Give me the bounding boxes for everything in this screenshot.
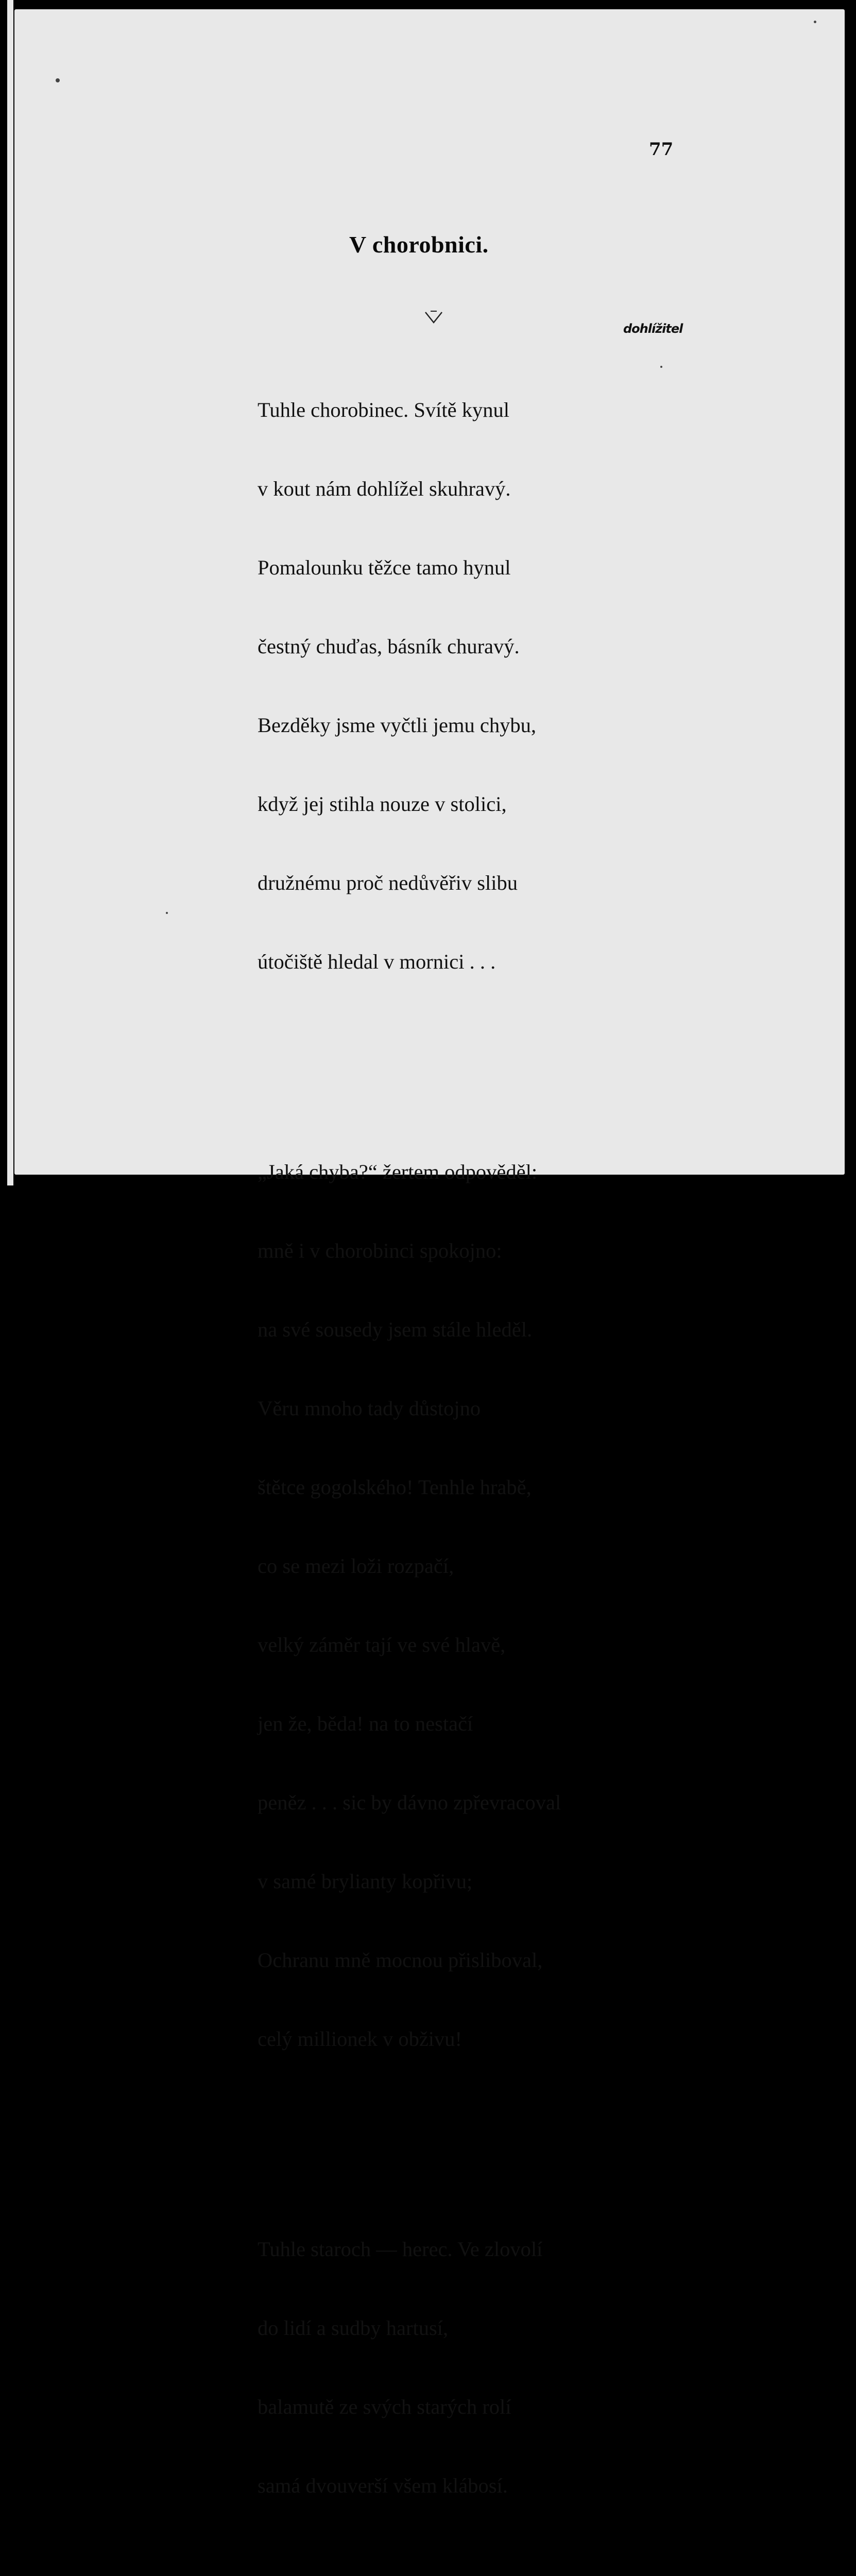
stanza-1 <box>258 344 561 1027</box>
dust-speck <box>814 21 816 23</box>
poem-line: do lidí a sudby hartusí, <box>258 2316 449 2340</box>
poem-line: mně i v chorobinci spokojno: <box>258 1239 502 1262</box>
poem-line: samá dvouverší všem klábosí. <box>258 2474 508 2497</box>
poem-line: když jej stihla nouze v stolici, <box>258 792 507 816</box>
dust-speck <box>166 912 168 914</box>
dust-speck <box>56 78 60 82</box>
stanza-2 <box>258 1106 561 2105</box>
poem-line: čestný chuďas, básník churavý. <box>258 635 520 658</box>
page-number: 77 <box>649 139 674 160</box>
poem-line: v samé brylianty kopřivu; <box>258 1870 473 1893</box>
poem-line: balamutě ze svých starých rolí <box>258 2395 511 2418</box>
poem-line: v kout nám dohlížel skuhravý. <box>258 477 511 500</box>
poem-body <box>258 292 561 2576</box>
poem-line: Věru mnoho tady důstojno <box>258 1397 481 1420</box>
poem-line: štětce gogolského! Tenhle hrabě, <box>258 1476 532 1499</box>
left-page-edge <box>7 0 13 1185</box>
poem-line: velký záměr tají ve své hlavě, <box>258 1633 506 1656</box>
poem-line: Bezděky jsme vyčtli jemu chybu, <box>258 714 536 737</box>
poem-line: Pomalounku těžce tamo hynul <box>258 556 511 579</box>
poem-line: jen že, běda! na to nestačí <box>258 1712 473 1735</box>
poem-line: útočiště hledal v mornici . . . <box>258 950 496 973</box>
poem-line: peněz . . . sic by dávno zpřevracoval <box>258 1791 561 1814</box>
poem-line: Tuhle chorobinec. Svítě kynul <box>258 398 509 421</box>
poem-line: na své sousedy jsem stále hleděl. <box>258 1318 533 1341</box>
poem-line: Tuhle staroch — herec. Ve zlovolí <box>258 2238 543 2261</box>
poem-line: co se mezi loži rozpačí, <box>258 1554 454 1578</box>
poem-title: V chorobnici. <box>349 231 489 258</box>
poem-line: Ochranu mně mocnou přisliboval, <box>258 1948 543 1972</box>
handwritten-margin-note: dohlížitel <box>623 321 683 336</box>
poem-line: družnému proč nedůvěřiv slibu <box>258 871 518 894</box>
poem-line: celý millionek v obživu! <box>258 2027 463 2050</box>
stanza-3 <box>258 2183 561 2551</box>
poem-line: „Jaká chyba?“ žertem odpověděl: <box>258 1160 538 1183</box>
dust-speck <box>660 366 662 368</box>
